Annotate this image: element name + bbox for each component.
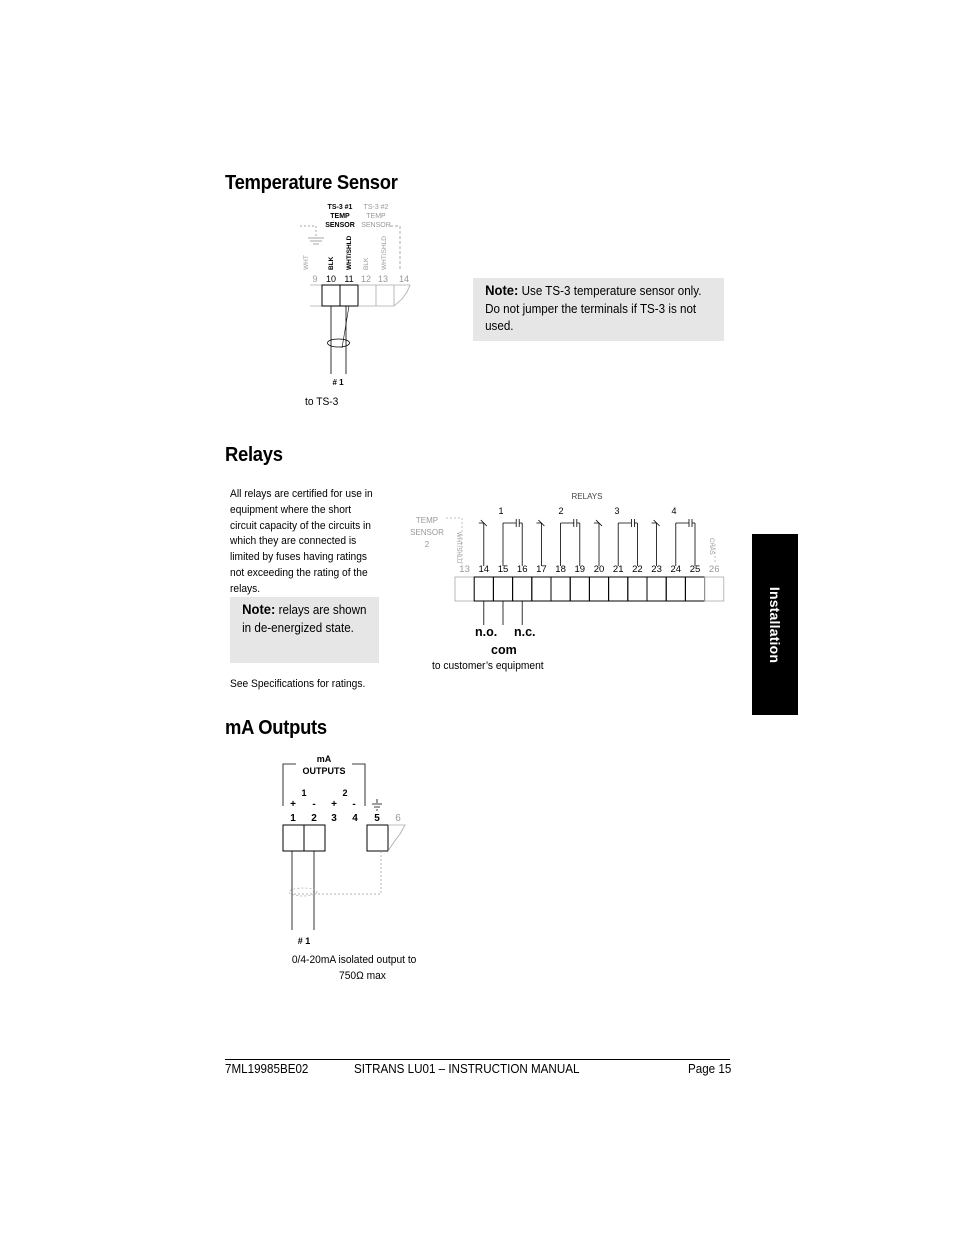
ma-cable-label: # 1 [297,936,311,946]
terminal-10-box [322,285,340,306]
ma-cable-jacket [289,888,317,896]
ts2-label-line3: SENSOR [361,222,391,229]
relay-terminal-number: 23 [651,564,662,575]
section-side-tab [752,534,798,715]
relay-number-1: 1 [498,506,504,516]
relay-terminal-box [705,577,724,601]
ma-terminal-5-box [367,825,388,851]
ma-caption-line1: 0/4-20mA isolated output to [291,954,417,966]
relays-note-label: Note: [242,601,276,617]
terminal-11-box [340,285,358,306]
ma-caption [289,952,419,984]
ma-terminal-1: 1 [290,813,296,824]
wire-label-blk: BLK [328,256,335,270]
ts2-bracket [390,226,400,270]
relay-terminal-box [570,577,589,601]
wht-shld-label: WHT/SHLD [455,532,461,564]
relay-terminal-number: 21 [612,564,624,575]
polarity-3: + [331,799,337,810]
terminal-12: 12 [360,274,372,284]
chas-label: CHAS [708,538,714,555]
relay-terminal-number: 20 [593,564,605,575]
terminal-10: 10 [325,274,337,284]
ma-outputs-heading: mA Outputs [225,717,327,739]
relay-terminal-box [666,577,685,601]
to-customer-label: to customer’s equipment [432,660,544,672]
ts1-label-line1: TS-3 #1 [327,204,353,211]
relays-title: RELAYS [571,492,603,501]
relay-terminal-number: 24 [670,564,682,575]
relays-heading: Relays [225,444,283,466]
relay-number-4: 4 [671,506,677,516]
ma-group-label-2: OUTPUTS [302,766,346,776]
wire-label-wht-shld-2: WHT/SHLD [381,236,388,270]
channel-1: 1 [301,788,307,798]
ts1-label-line3: SENSOR [325,222,355,229]
cable-label: # 1 [332,378,344,387]
relay-terminal-numbers [459,564,719,575]
ma-group-label-1: mA [316,754,332,764]
ma-shield-wire [292,851,381,894]
ma-terminal-3: 3 [331,813,337,824]
no-label: n.o. [475,625,498,639]
relay-contact-3 [594,519,637,566]
nc-label: n.c. [514,625,536,639]
relay-terminal-box [647,577,666,601]
relay-terminal-number: 18 [555,564,566,575]
footer-page-number: Page 15 [688,1062,732,1076]
ma-caption-line2: 750Ω max [339,970,386,982]
relay-terminal-number: 14 [478,564,490,575]
polarity-1: + [290,799,296,810]
relay-wiring-diagram [402,486,732,676]
relay-terminal-number: 26 [708,564,720,575]
relay-terminal-box [628,577,647,601]
temp-sensor-label-2: SENSOR [410,528,444,537]
terminal-11: 11 [344,274,354,284]
wire-label-wht-shld: WHT/SHLD [346,235,353,270]
cable-shield [342,306,349,348]
ground-symbol [308,238,324,244]
ground-icon [372,799,382,810]
ma-wiring-diagram [270,750,420,946]
relay-terminal-box [685,577,704,601]
relay-terminal-number: 15 [497,564,509,575]
ma-terminal-5: 5 [374,813,380,824]
relays-note [230,597,379,663]
relay-terminal-box [532,577,551,601]
ts2-label-line1: TS-3 #2 [363,204,389,211]
relay-terminal-number: 16 [516,564,528,575]
relay-terminal-block [455,577,724,601]
relay-contact-4 [652,519,695,566]
wire-label-blk-2: BLK [363,257,370,270]
relays-body: All relays are certified for use in equipment where the short circuit capacity of the circuits in which they are connected is limited by fuses having ratings not exceeding the rating of the relays. [230,488,373,595]
terminal-14: 14 [398,274,410,284]
temp-sensor-label-1: TEMP [415,516,439,525]
relay-contacts [479,519,695,566]
relay-terminal-box [551,577,570,601]
relay-terminal-box [513,577,532,601]
relay-number-2: 2 [558,506,564,516]
temperature-wiring-diagram [290,198,430,420]
temperature-note [473,278,724,341]
ts2-label-line2: TEMP [366,213,386,220]
polarity-4: - [352,799,356,810]
ts1-label-line2: TEMP [330,213,350,220]
relay-terminal-box [455,577,474,601]
com-label: com [491,643,517,657]
note-label: Note: [485,282,519,298]
ma-terminal-1-box [283,825,304,851]
footer-doc-number: 7ML19985BE02 [225,1062,309,1076]
ma-terminal-2: 2 [311,813,317,824]
see-specifications: See Specifications for ratings. [230,678,366,690]
relay-terminal-box [589,577,608,601]
relay-terminal-number: 13 [459,564,470,575]
terminal-block-left-ghost [310,285,322,306]
footer-rule [225,1059,730,1060]
relay-number-3: 3 [614,506,620,516]
relay-terminal-number: 17 [536,564,547,575]
ma-terminal-6-ghost [388,825,405,851]
ma-terminal-6: 6 [395,813,401,824]
terminal-13: 13 [377,274,389,284]
terminal-block-ghost [358,285,394,306]
terminal-block-end [394,285,410,306]
relay-terminal-number: 22 [632,564,643,575]
relays-note-text: relays are shown in de-energized state. [242,603,367,635]
ground-bracket [300,226,316,238]
relay-contact-2 [536,519,579,566]
polarity-2: - [312,799,316,810]
terminal-9: 9 [312,274,318,284]
relay-terminal-number: 25 [689,564,701,575]
relay-terminal-box [609,577,628,601]
note-text: Use TS-3 temperature sensor only. Do not jumper the terminals if TS-3 is not used. [485,284,702,333]
ma-terminal-2-box [304,825,325,851]
relay-terminal-number: 19 [574,564,586,575]
temperature-sensor-heading: Temperature Sensor [225,172,398,194]
relay-terminal-box [474,577,493,601]
temp-sensor-label-3: 2 [424,540,430,549]
relay-contact-1 [479,519,522,566]
footer-manual-title: SITRANS LU01 – INSTRUCTION MANUAL [354,1062,580,1076]
side-tab-label: Installation [767,586,783,663]
to-ts3-label: to TS-3 [305,396,339,408]
channel-2: 2 [342,788,348,798]
relay-output-wires [484,601,522,625]
relay-terminal-box [493,577,512,601]
ma-terminal-4: 4 [352,813,358,824]
wire-label-wht: WHT [303,255,310,270]
